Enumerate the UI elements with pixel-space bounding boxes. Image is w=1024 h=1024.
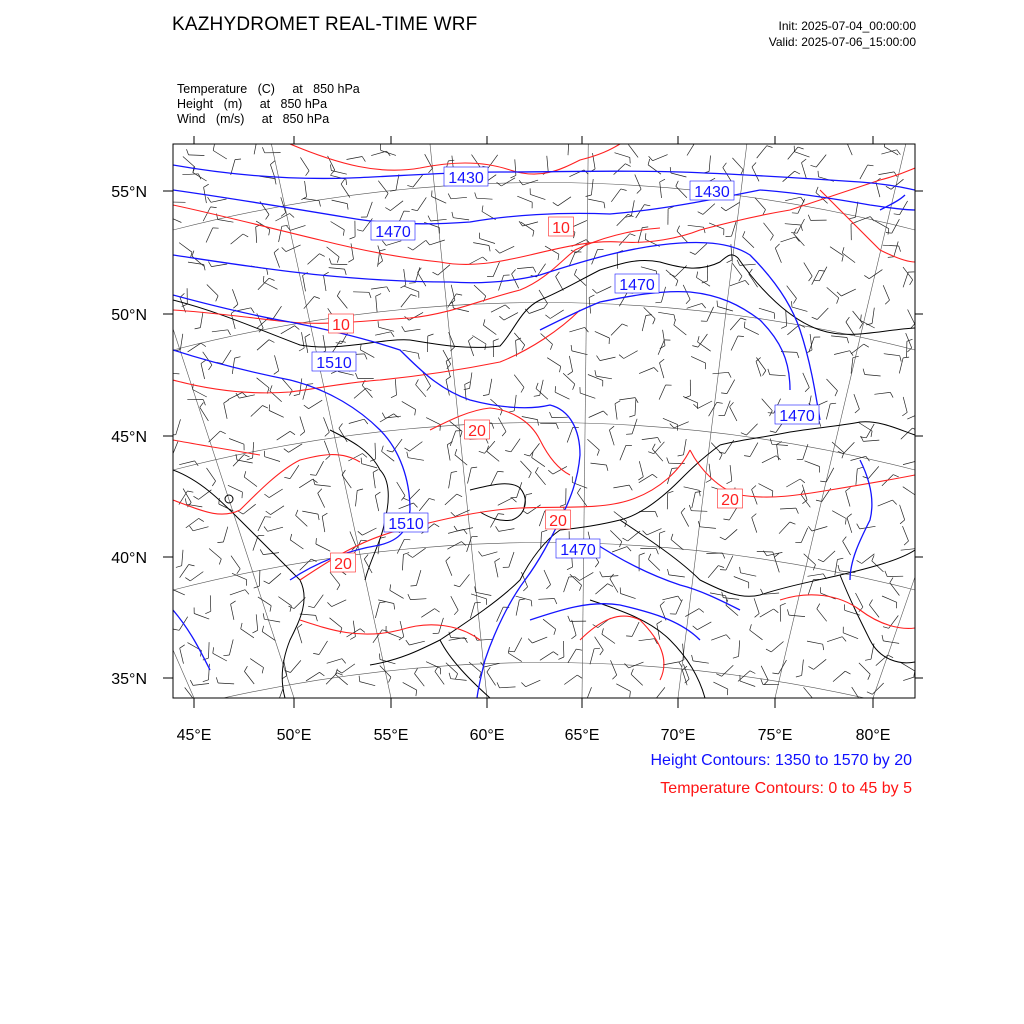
longitude-label: 70°E (660, 727, 696, 744)
height-contour-label: 1430 (448, 170, 484, 187)
temperature-contour-label: 10 (552, 220, 570, 237)
height-contour-label: 1470 (619, 277, 655, 294)
temperature-contour-label: 20 (549, 513, 567, 530)
temperature-contour-legend: Temperature Contours: 0 to 45 by 5 (660, 780, 912, 797)
longitude-label: 55°E (373, 727, 409, 744)
latitude-label: 35°N (111, 671, 147, 688)
field-row-height: Height (m) at 850 hPa (177, 97, 328, 111)
longitude-label: 80°E (855, 727, 891, 744)
longitude-label: 45°E (176, 727, 212, 744)
graticule (0, 144, 1024, 710)
map-title: KAZHYDROMET REAL-TIME WRF (172, 14, 478, 35)
field-row-temperature: Temperature (C) at 850 hPa (177, 82, 360, 96)
latitude-labels (111, 184, 147, 688)
height-contour-label: 1510 (388, 516, 424, 533)
longitude-label: 60°E (469, 727, 505, 744)
height-contour-label: 1510 (316, 355, 352, 372)
field-row-wind: Wind (m/s) at 850 hPa (177, 112, 330, 126)
init-time: Init: 2025-07-04_00:00:00 (778, 19, 916, 33)
latitude-label: 40°N (111, 550, 147, 567)
temperature-contour-label: 20 (334, 556, 352, 573)
temperature-contour-label: 20 (721, 492, 739, 509)
valid-time: Valid: 2025-07-06_15:00:00 (768, 35, 916, 49)
height-contour-label: 1430 (694, 184, 730, 201)
longitude-label: 75°E (757, 727, 793, 744)
longitude-label: 50°E (276, 727, 312, 744)
longitude-label: 65°E (564, 727, 600, 744)
longitude-labels (177, 727, 891, 744)
latitude-label: 45°N (111, 429, 147, 446)
latitude-label: 55°N (111, 184, 147, 201)
latitude-label: 50°N (111, 307, 147, 324)
height-contour-legend: Height Contours: 1350 to 1570 by 20 (650, 752, 912, 769)
temperature-contour-label: 20 (468, 423, 486, 440)
height-contour-label: 1470 (560, 542, 596, 559)
height-contour-label: 1470 (375, 224, 411, 241)
temperature-contour-label: 10 (332, 317, 350, 334)
height-contour-label: 1470 (779, 408, 815, 425)
